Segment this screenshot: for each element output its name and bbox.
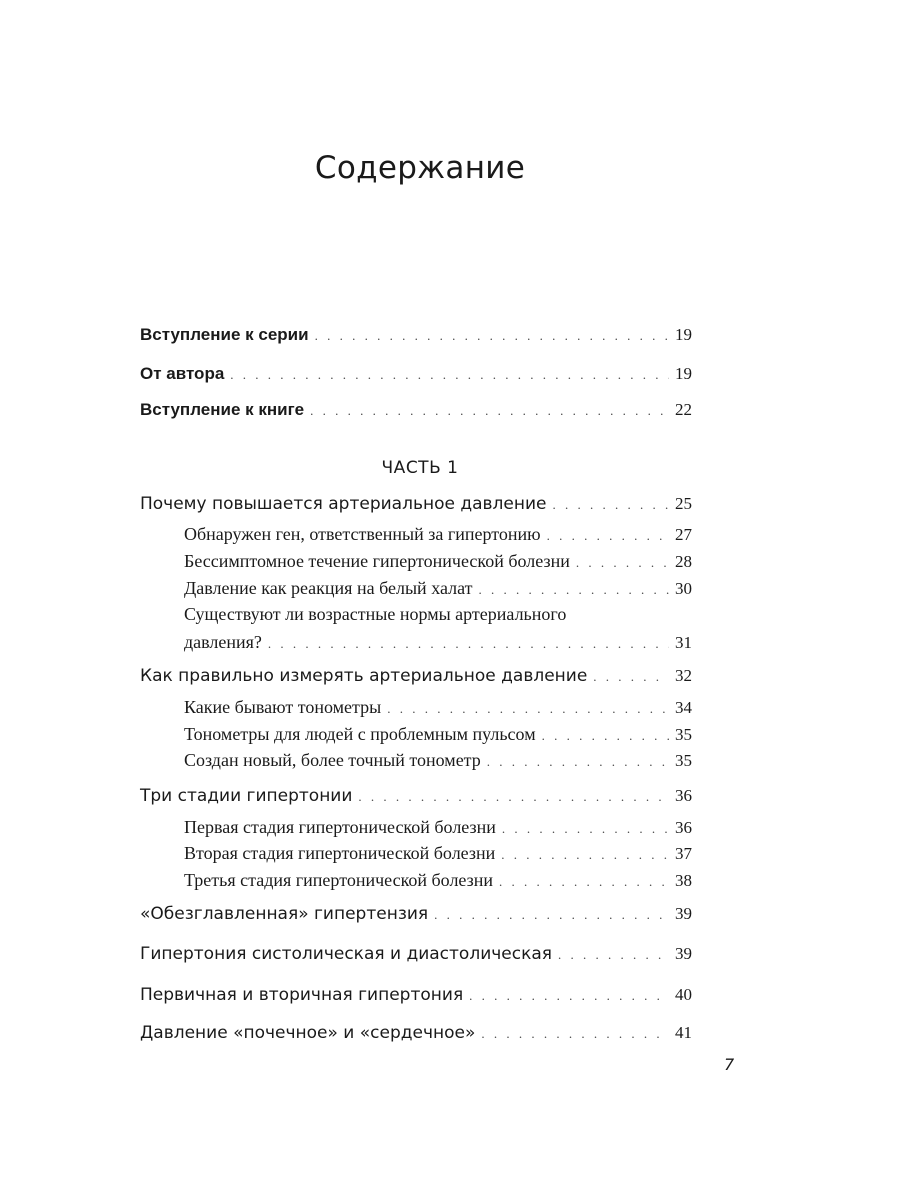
toc-subsection[interactable] <box>184 817 692 838</box>
toc-page-number: 19 <box>675 364 692 383</box>
toc-leader-dots <box>547 528 669 544</box>
toc-chapter[interactable] <box>140 985 692 1005</box>
toc-entry-title: Первая стадия гипертонической болезни <box>184 817 496 837</box>
toc-leader-dots <box>469 988 669 1004</box>
toc-page-number: 36 <box>675 786 692 805</box>
toc-chapter[interactable] <box>140 786 692 806</box>
toc-entry-title: От автора <box>140 364 225 383</box>
toc-page-number: 38 <box>675 871 692 890</box>
toc-leader-dots <box>593 669 669 685</box>
toc-leader-dots <box>502 821 669 837</box>
toc-page-number: 19 <box>675 325 692 344</box>
page-title: Содержание <box>314 150 526 186</box>
toc-page-number: 22 <box>675 400 692 419</box>
toc-leader-dots <box>230 367 669 383</box>
decorative-dot-column <box>729 152 733 1042</box>
toc-entry-title: Бессимптомное течение гипертонической болезни <box>184 551 570 571</box>
toc-leader-dots <box>310 403 669 419</box>
toc-entry-title: Как правильно измерять артериальное давление <box>140 666 588 686</box>
toc-subsection[interactable] <box>184 870 692 891</box>
toc-entry-title: Вторая стадия гипертонической болезни <box>184 843 496 863</box>
page-number: 7 <box>724 1055 735 1074</box>
part-heading: ЧАСТЬ 1 <box>381 458 459 478</box>
toc-page-number: 40 <box>675 985 692 1004</box>
toc-chapter[interactable] <box>140 494 692 514</box>
toc-entry-book-intro[interactable] <box>140 400 692 420</box>
toc-leader-dots <box>501 847 669 863</box>
toc-entry-title: Давление «почечное» и «сердечное» <box>140 1023 476 1043</box>
toc-entry-title: Первичная и вторичная гипертония <box>140 985 464 1005</box>
toc-leader-dots <box>434 907 669 923</box>
toc-chapter[interactable] <box>140 904 692 924</box>
toc-entry-title: Вступление к книге <box>140 400 305 419</box>
toc-entry-title: Вступление к серии <box>140 325 309 344</box>
toc-subsection[interactable] <box>184 551 692 572</box>
toc-page-number: 30 <box>675 579 692 598</box>
toc-subsection[interactable] <box>184 724 692 745</box>
toc-page-number: 37 <box>675 844 692 863</box>
toc-page-number: 28 <box>675 552 692 571</box>
toc-page-number: 36 <box>675 818 692 837</box>
toc-page-number: 32 <box>675 666 692 685</box>
toc-page-number: 39 <box>675 904 692 923</box>
toc-entry-title: Три стадии гипертонии <box>140 786 353 806</box>
toc-page-number: 31 <box>675 633 692 652</box>
toc-page-number: 39 <box>675 944 692 963</box>
toc-leader-dots <box>478 582 669 598</box>
toc-leader-dots <box>358 789 669 805</box>
toc-page-number: 35 <box>675 725 692 744</box>
toc-entry-title: Обнаружен ген, ответственный за гипертонию <box>184 524 541 544</box>
toc-entry-title: Давление как реакция на белый халат <box>184 578 473 598</box>
toc-leader-dots <box>558 947 669 963</box>
toc-entry-title: Третья стадия гипертонической болезни <box>184 870 494 890</box>
toc-leader-dots <box>552 497 669 513</box>
toc-subsection[interactable] <box>184 750 692 771</box>
toc-leader-dots <box>542 728 669 744</box>
toc-subsection[interactable] <box>184 524 692 545</box>
toc-entry-title: Гипертония систолическая и диастолическая <box>140 944 553 964</box>
toc-leader-dots <box>315 328 669 344</box>
toc-entry-title: Тонометры для людей с проблемным пульсом <box>184 724 536 744</box>
toc-entry-title: давления? <box>184 632 262 652</box>
toc-page-number: 27 <box>675 525 692 544</box>
toc-leader-dots <box>499 874 669 890</box>
toc-chapter[interactable] <box>140 944 692 964</box>
toc-page-number: 34 <box>675 698 692 717</box>
toc-leader-dots <box>387 701 669 717</box>
toc-leader-dots <box>487 754 669 770</box>
toc-subsection[interactable] <box>184 578 692 599</box>
toc-entry-title: «Обезглавленная» гипертензия <box>140 904 429 924</box>
toc-subsection[interactable] <box>184 632 692 653</box>
toc-leader-dots <box>576 555 669 571</box>
toc-entry-series-intro[interactable] <box>140 325 692 345</box>
toc-page-number: 25 <box>675 494 692 513</box>
toc-subsection[interactable] <box>184 843 692 864</box>
toc-leader-dots <box>268 636 669 652</box>
toc-chapter[interactable] <box>140 1023 692 1043</box>
toc-subsection[interactable] <box>184 697 692 718</box>
toc-page-number: 41 <box>675 1023 692 1042</box>
toc-entry-from-author[interactable] <box>140 364 692 384</box>
toc-subsection-line1[interactable]: Существуют ли возрастные нормы артериального <box>184 604 567 624</box>
toc-chapter[interactable] <box>140 666 692 686</box>
toc-leader-dots <box>481 1026 669 1042</box>
toc-entry-title: Какие бывают тонометры <box>184 697 382 717</box>
toc-page-number: 35 <box>675 751 692 770</box>
toc-entry-title: Почему повышается артериальное давление <box>140 494 547 514</box>
toc-entry-title: Создан новый, более точный тонометр <box>184 750 481 770</box>
